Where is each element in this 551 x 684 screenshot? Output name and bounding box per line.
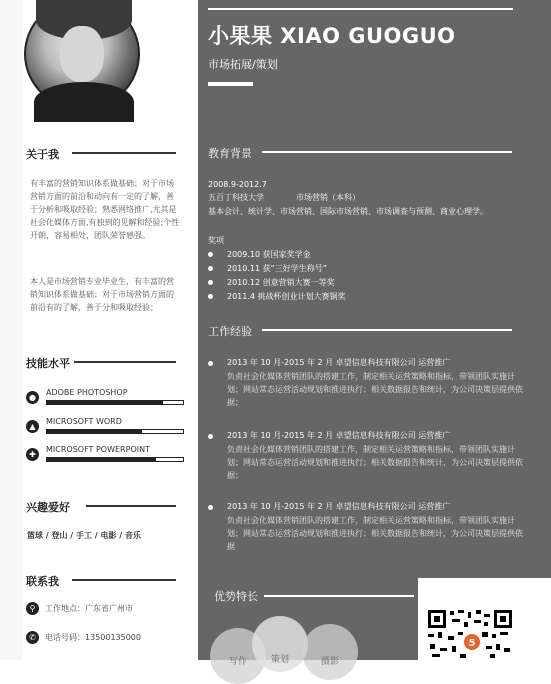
education-courses: 基本会计、统计学、市场营销、国际市场营销、市场调查与预测、商业心理学。 [208,207,488,216]
left-column [0,0,198,660]
advantages-background [198,578,418,667]
skill-bar-fill [47,401,163,404]
skill-word [26,417,166,437]
skill-name: MICROSOFT POWERPOINT [46,445,150,454]
job-description: 负责社会化媒体营销团队的搭建工作，制定相关运营策略和指标，带领团队实施计划；网站常态运营活动规划和推进执行；相关数据报告和统计，为公司决策层提供依据； [227,445,523,480]
bullet [208,361,213,366]
skill-bar-fill [47,430,142,433]
award-item: 2009.10 获国家奖学金 [208,249,311,260]
powerpoint-icon: ✚ [26,448,39,461]
right-column [198,0,551,667]
hobbies-list: 篮球 / 登山 / 手工 / 电影 / 音乐 [27,531,141,540]
about-paragraph-1: 有丰富的营销知识体系做基础；对于市场营销方面的前沿和动向有一定的了解，善于分析和吸取经验；熟悉网络推广,尤其是社会化媒体方面,有独到的见解和经验;个性开朗，容易相处，团队荣誉感强。 [30,179,180,240]
contact-title: 联系我 [26,575,59,588]
job-header: 2013 年 10 月-2015 年 2 月 卓望信息科技有限公司 运营推广 [227,358,451,367]
skill-photoshop [26,388,166,408]
qr-code-image [426,608,514,660]
avatar [24,0,140,110]
education-title: 教育背景 [208,147,252,160]
awards-title: 奖项 [208,236,224,245]
avatar-face [60,26,104,82]
candidate-role: 市场拓展/策划 [208,58,278,71]
role-underline [208,82,253,86]
job-header: 2013 年 10 月-2015 年 2 月 卓望信息科技有限公司 运营推广 [227,431,451,440]
svg-text:5: 5 [468,638,476,649]
phone-icon: ✆ [26,631,39,644]
work-title: 工作经验 [208,325,252,338]
advantage-label: 摄影 [320,657,339,667]
skill-bar [46,429,184,434]
skills-rule [74,361,176,363]
advantages-rule [264,595,414,597]
header-top-rule [208,8,513,10]
skill-bar [46,457,184,462]
advantage-label: 写作 [228,657,247,667]
advantages-panel [198,578,551,667]
education-major: 市场营销（本科） [296,193,360,202]
bullet [208,280,213,285]
job-description: 负责社会化媒体营销团队的搭建工作，制定相关运营策略和指标，带领团队实施计划；网站常态运营活动规划和推进执行；相关数据报告和统计，为公司决策层提供依据 [227,516,523,551]
education-rule [262,151,512,153]
award-item: 2010.11 获“三好学生称号” [208,263,327,274]
word-icon: ▲ [26,420,39,433]
contact-location-text: 工作地点：广东省广州市 [45,604,133,613]
skill-bar [46,400,184,405]
contact-rule [72,579,176,581]
bullet [208,252,213,257]
advantage-label: 策划 [270,655,289,665]
bullet [208,505,213,510]
skill-bar-fill [47,458,156,461]
hobbies-title: 兴趣爱好 [26,501,70,514]
left-margin-strip [0,0,22,660]
bullet [208,294,213,299]
award-item: 2011.4 挑战杯创业计划大赛铜奖 [208,291,346,302]
about-rule [72,152,176,154]
qr-code-graphic [426,608,514,660]
job-description: 负责社会化媒体营销团队的搭建工作，制定相关运营策略和指标，带领团队实施计划；网站常态运营活动规划和推进执行；相关数据报告和统计，为公司决策层提供依据； [227,372,523,407]
photoshop-icon: ● [26,391,39,404]
education-school: 五百丁科技大学 [208,193,264,202]
avatar-shoulder [34,82,134,122]
award-item: 2010.12 创意营销大赛一等奖 [208,277,335,288]
skills-title: 技能水平 [26,357,70,370]
contact-phone [26,631,141,644]
advantages-title: 优势特长 [214,590,258,603]
job-header: 2013 年 10 月-2015 年 2 月 卓望信息科技有限公司 运营推广 [227,502,451,511]
bullet [208,266,213,271]
hobbies-rule [86,505,176,507]
skill-powerpoint [26,445,166,465]
education-period: 2008.9-2012.7 [208,180,267,189]
candidate-name: 小果果 XIAO GUOGUO [208,24,456,48]
work-rule [262,329,512,331]
bullet [208,434,213,439]
advantage-circle [302,624,358,680]
contact-phone-text: 电话号码：13500135000 [45,633,141,642]
about-title: 关于我 [26,148,59,161]
skill-name: MICROSOFT WORD [46,417,122,426]
contact-location [26,602,133,615]
about-paragraph-2: 本人是市场营销专业毕业生，有丰富的营销知识体系做基础；对于市场营销方面的前沿有的了解，善于分和吸取经验； [30,277,174,312]
location-pin-icon: ⚲ [26,602,39,615]
skill-name: ADOBE PHOTOSHOP [46,388,128,397]
